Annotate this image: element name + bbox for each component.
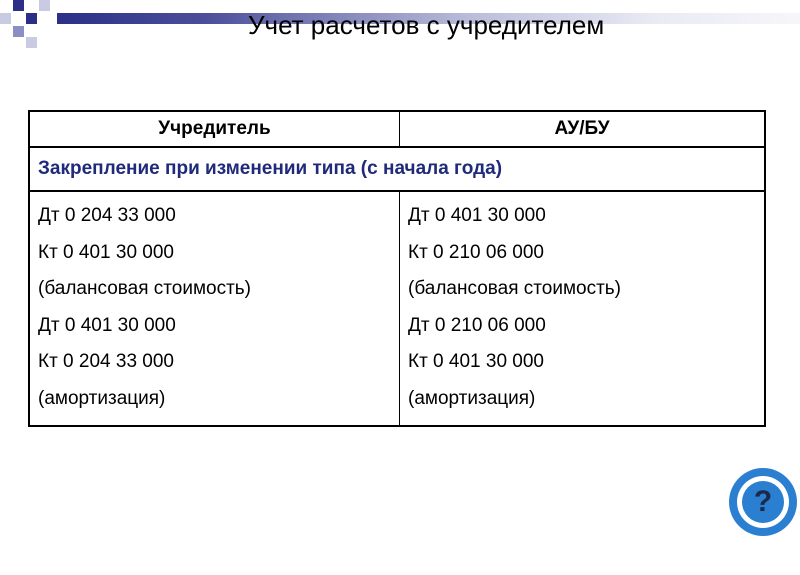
entry-line: Кт 0 210 06 000 bbox=[408, 241, 544, 263]
entry-line: Кт 0 401 30 000 bbox=[38, 241, 174, 263]
page-title: Учет расчетов с учредителем bbox=[248, 10, 605, 40]
deco-square bbox=[26, 37, 37, 48]
deco-square bbox=[39, 0, 50, 11]
entry-line: Дт 0 401 30 000 bbox=[38, 314, 176, 336]
au-bu-entries-cell bbox=[400, 191, 766, 426]
entry-line: Дт 0 210 06 000 bbox=[408, 314, 546, 336]
table-header-row bbox=[29, 111, 765, 147]
table-row bbox=[29, 191, 765, 426]
question-mark-icon bbox=[726, 465, 800, 539]
deco-square bbox=[0, 13, 11, 24]
entries-table-container bbox=[28, 110, 766, 427]
entry-line: (балансовая стоимость) bbox=[408, 278, 622, 299]
entry-line: (амортизация) bbox=[38, 387, 166, 409]
section-title: Закрепление при изменении типа (с начала года) bbox=[29, 147, 765, 191]
entry-line: Кт 0 204 33 000 bbox=[38, 351, 174, 372]
help-symbol: ? bbox=[753, 485, 773, 518]
entry-line: (балансовая стоимость) bbox=[38, 278, 252, 299]
column-header-founder: Учредитель bbox=[29, 111, 400, 147]
deco-square bbox=[13, 26, 24, 37]
entry-line: Дт 0 204 33 000 bbox=[38, 205, 176, 226]
entry-line: (амортизация) bbox=[408, 387, 536, 409]
entry-line: Кт 0 401 30 000 bbox=[408, 351, 544, 372]
deco-square bbox=[26, 13, 37, 24]
founder-entries-cell bbox=[29, 191, 400, 426]
section-row bbox=[29, 147, 765, 191]
entry-line: Дт 0 401 30 000 bbox=[408, 205, 546, 226]
help-button[interactable] bbox=[726, 465, 800, 539]
deco-square bbox=[13, 0, 24, 11]
entries-table bbox=[28, 110, 766, 427]
column-header-au-bu: АУ/БУ bbox=[400, 111, 766, 147]
decorative-squares bbox=[0, 0, 70, 48]
